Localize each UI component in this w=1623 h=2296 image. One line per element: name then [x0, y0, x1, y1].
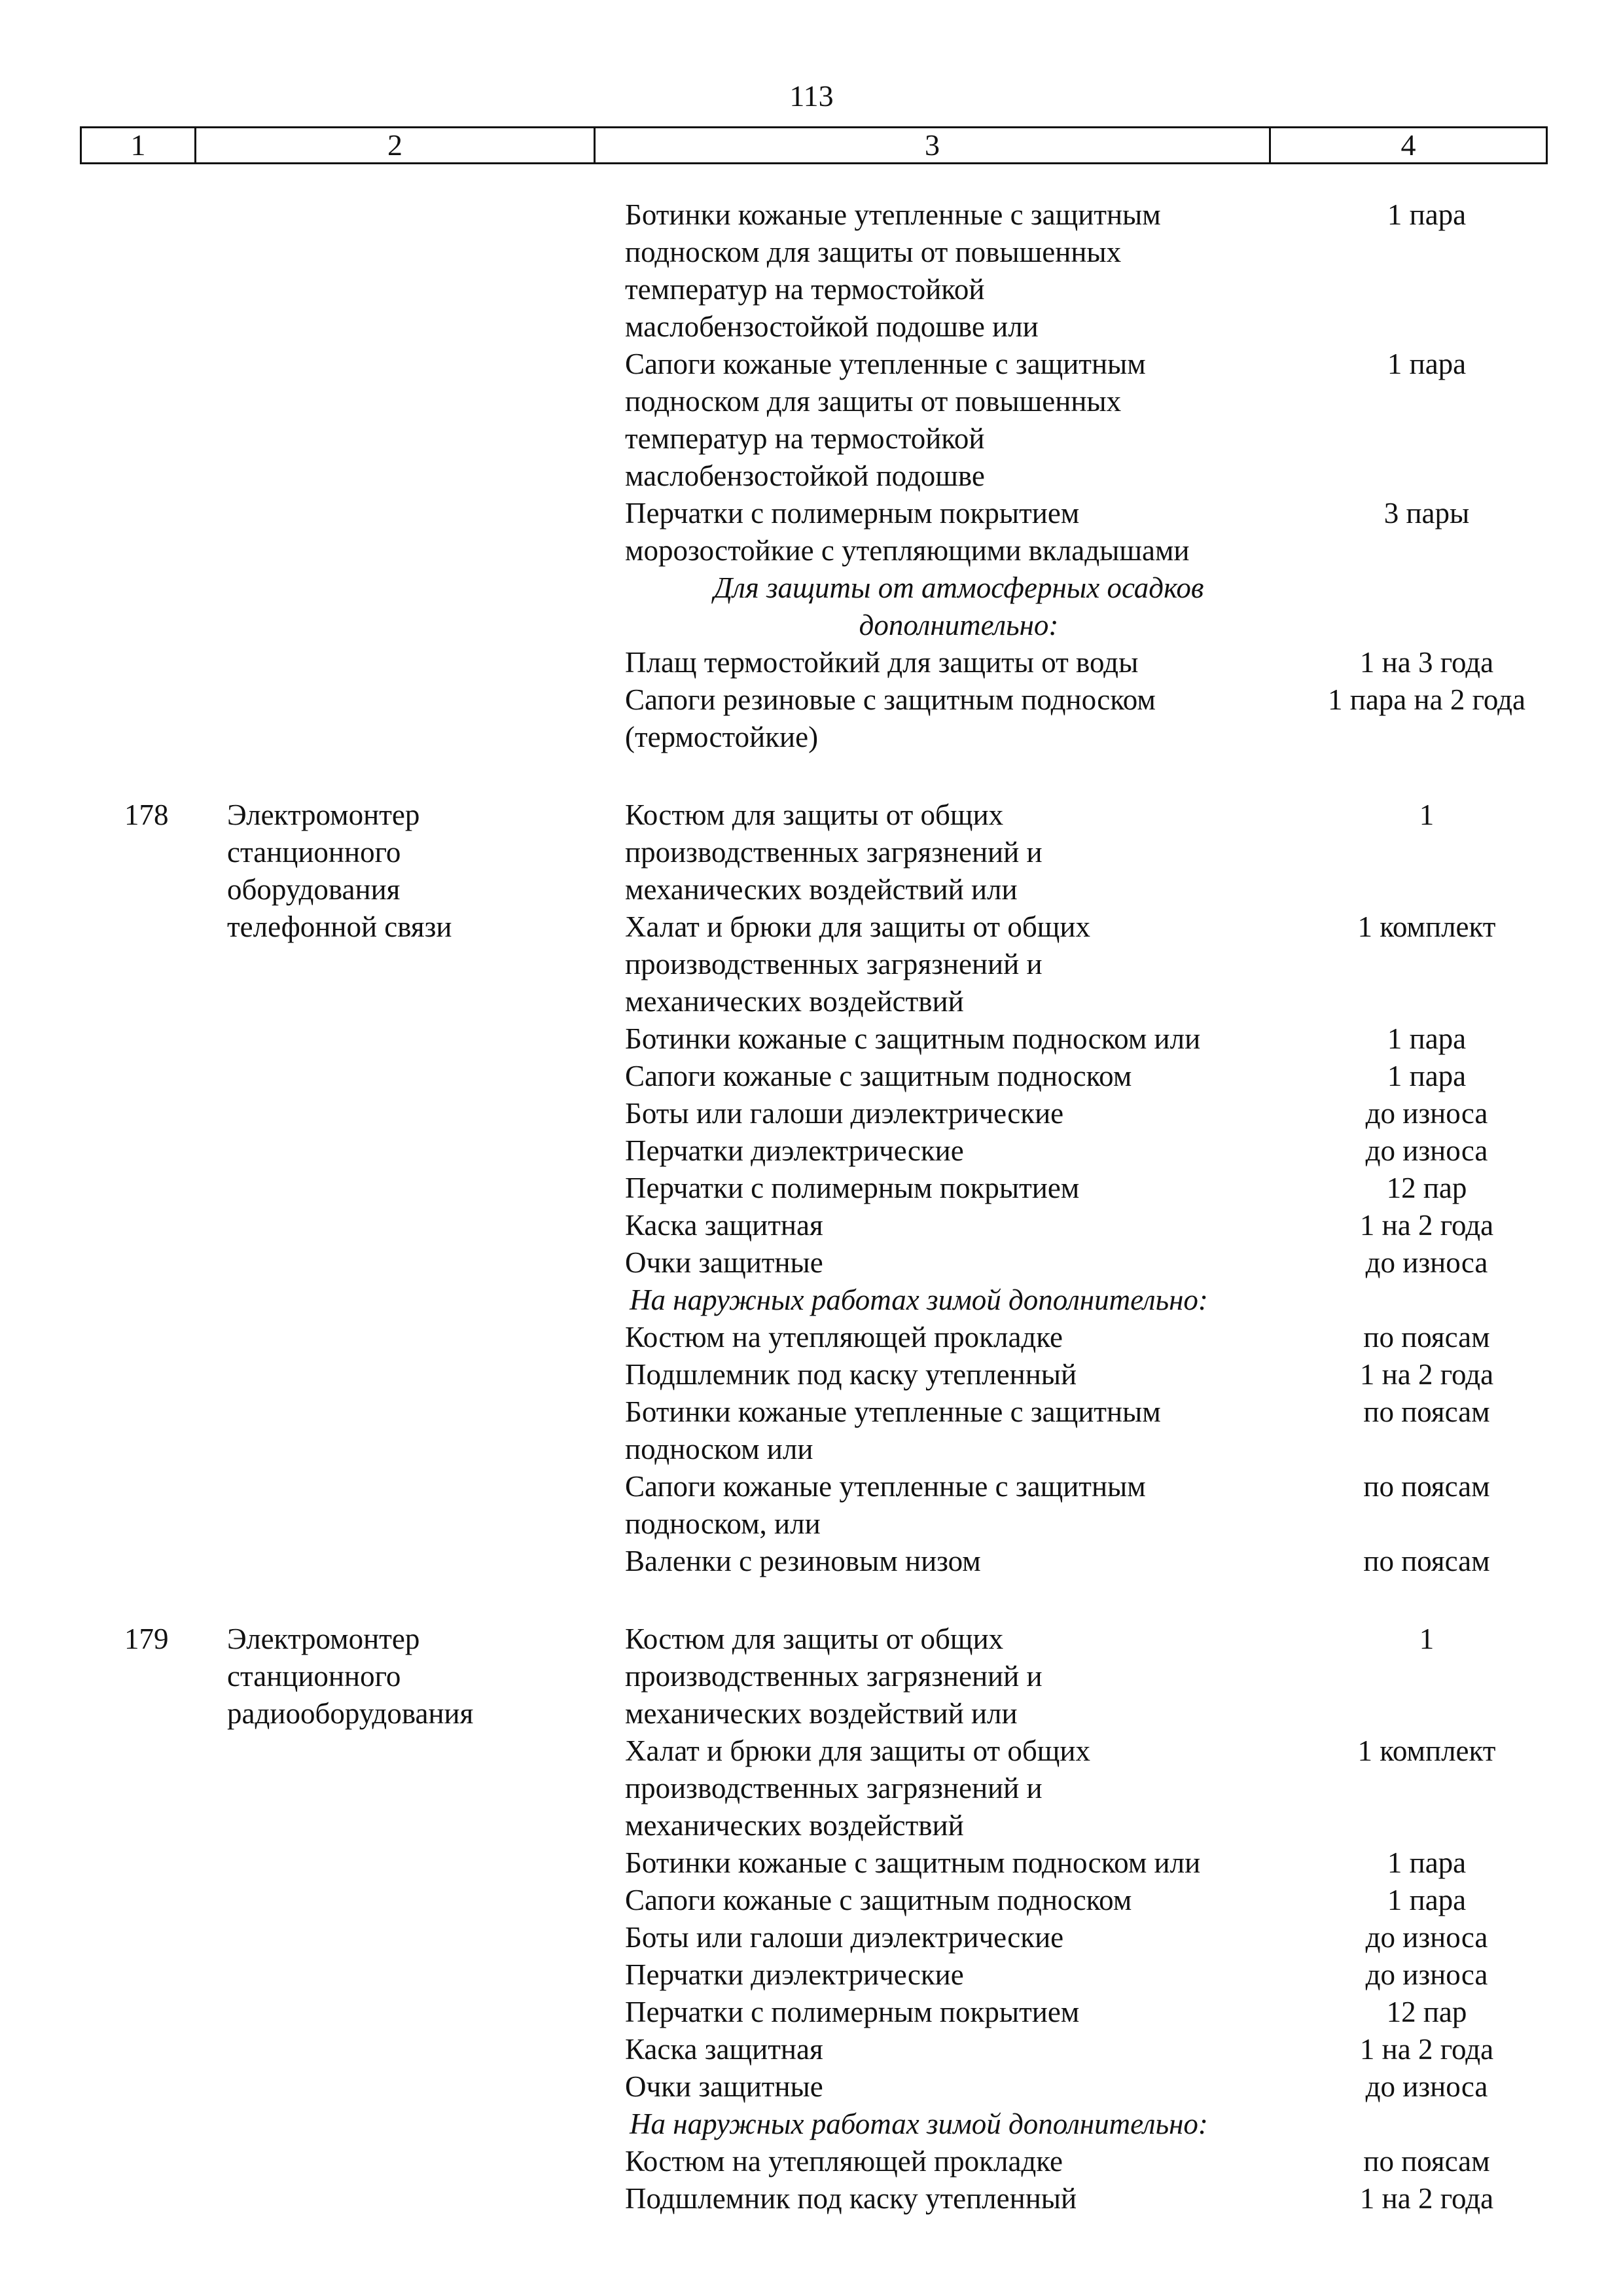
quantity: по поясам — [1363, 2145, 1490, 2178]
ppe-item-line: механических воздействий или — [625, 873, 1018, 906]
entry-number: 179 — [124, 1623, 169, 1655]
ppe-item-line: Боты или галоши диэлектрические — [625, 1921, 1064, 1954]
ppe-item-line: Костюм для защиты от общих — [625, 798, 1004, 831]
ppe-item-line: Сапоги резиновые с защитным подноском — [625, 683, 1156, 716]
quantity: 1 на 2 года — [1359, 2182, 1494, 2215]
page-number: 113 — [789, 79, 834, 113]
ppe-item-line: Очки защитные — [625, 2070, 823, 2103]
quantity: 1 пара — [1387, 1846, 1467, 1879]
quantity: до износа — [1365, 2070, 1488, 2103]
ppe-item-line: производственных загрязнений и — [625, 948, 1043, 980]
quantity: 1 на 2 года — [1359, 1209, 1494, 1242]
quantity: 1 пара — [1387, 198, 1467, 231]
column-header-1: 1 — [82, 128, 196, 162]
ppe-item-line: Перчатки диэлектрические — [625, 1958, 964, 1991]
ppe-item-line: Боты или галоши диэлектрические — [625, 1097, 1064, 1130]
entry-number: 178 — [124, 798, 169, 831]
ppe-item-line: Ботинки кожаные утепленные с защитным — [625, 1395, 1161, 1428]
ppe-item-line: производственных загрязнений и — [625, 1772, 1043, 1804]
quantity: 1 на 2 года — [1359, 1358, 1494, 1391]
column-header-row — [80, 126, 1548, 164]
quantity: 1 пара — [1387, 348, 1467, 380]
ppe-item-line: Халат и брюки для защиты от общих — [625, 910, 1090, 943]
profession-line: оборудования — [227, 873, 401, 906]
profession-line: телефонной связи — [227, 910, 452, 943]
quantity: по поясам — [1363, 1545, 1490, 1577]
quantity: 12 пар — [1386, 1172, 1467, 1204]
section-note: На наружных работах зимой дополнительно: — [630, 1283, 1208, 1316]
quantity: 1 пара — [1387, 1022, 1467, 1055]
quantity: по поясам — [1363, 1470, 1490, 1503]
column-header-3: 3 — [596, 128, 1271, 162]
profession-line: радиооборудования — [227, 1697, 474, 1730]
ppe-item-line: температур на термостойкой — [625, 273, 985, 306]
ppe-item-line: Сапоги кожаные с защитным подноском — [625, 1884, 1132, 1916]
ppe-item-line: Халат и брюки для защиты от общих — [625, 1734, 1090, 1767]
ppe-item-line: Перчатки с полимерным покрытием — [625, 1172, 1080, 1204]
quantity: 1 пара — [1387, 1060, 1467, 1092]
ppe-item-line: Сапоги кожаные утепленные с защитным — [625, 1470, 1146, 1503]
profession-line: Электромонтер — [227, 1623, 420, 1655]
quantity: 1 на 2 года — [1359, 2033, 1494, 2066]
profession-line: станционного — [227, 1660, 401, 1693]
ppe-item-line: Костюм на утепляющей прокладке — [625, 2145, 1063, 2178]
ppe-item-line: Валенки с резиновым низом — [625, 1545, 981, 1577]
ppe-item-line: Очки защитные — [625, 1246, 823, 1279]
section-note: дополнительно: — [859, 609, 1059, 641]
ppe-item-line: (термостойкие) — [625, 721, 819, 753]
ppe-item-line: Костюм для защиты от общих — [625, 1623, 1004, 1655]
ppe-item-line: маслобензостойкой подошве — [625, 459, 985, 492]
ppe-item-line: морозостойкие с утепляющими вкладышами — [625, 534, 1190, 567]
ppe-item-line: подноском для защиты от повышенных — [625, 236, 1122, 268]
ppe-item-line: маслобензостойкой подошве или — [625, 310, 1039, 343]
ppe-item-line: Каска защитная — [625, 2033, 823, 2066]
quantity: 1 пара на 2 года — [1328, 683, 1525, 716]
quantity: по поясам — [1363, 1321, 1490, 1354]
section-note: Для защиты от атмосферных осадков — [713, 571, 1204, 604]
ppe-item-line: Ботинки кожаные с защитным подноском или — [625, 1846, 1201, 1879]
quantity: до износа — [1365, 1134, 1488, 1167]
ppe-item-line: Ботинки кожаные утепленные с защитным — [625, 198, 1161, 231]
ppe-item-line: Плащ термостойкий для защиты от воды — [625, 646, 1139, 679]
ppe-item-line: механических воздействий — [625, 1809, 964, 1842]
ppe-item-line: Подшлемник под каску утепленный — [625, 1358, 1077, 1391]
ppe-item-line: Перчатки с полимерным покрытием — [625, 497, 1080, 529]
quantity: 3 пары — [1383, 497, 1470, 529]
quantity: до износа — [1365, 1958, 1488, 1991]
ppe-item-line: Подшлемник под каску утепленный — [625, 2182, 1077, 2215]
ppe-item-line: производственных загрязнений и — [625, 836, 1043, 869]
ppe-item-line: Перчатки диэлектрические — [625, 1134, 964, 1167]
ppe-item-line: Каска защитная — [625, 1209, 823, 1242]
quantity: 1 на 3 года — [1359, 646, 1494, 679]
quantity: до износа — [1365, 1246, 1488, 1279]
ppe-item-line: подноском, или — [625, 1507, 821, 1540]
ppe-item-line: производственных загрязнений и — [625, 1660, 1043, 1693]
quantity: до износа — [1365, 1921, 1488, 1954]
quantity: 12 пар — [1386, 1996, 1467, 2028]
quantity: 1 комплект — [1357, 1734, 1496, 1767]
ppe-item-line: подноском для защиты от повышенных — [625, 385, 1122, 418]
ppe-item-line: Ботинки кожаные с защитным подноском или — [625, 1022, 1201, 1055]
ppe-item-line: подноском или — [625, 1433, 813, 1465]
quantity: 1 — [1419, 1623, 1435, 1655]
quantity: 1 комплект — [1357, 910, 1496, 943]
quantity: 1 — [1419, 798, 1435, 831]
ppe-item-line: механических воздействий — [625, 985, 964, 1018]
ppe-item-line: механических воздействий или — [625, 1697, 1018, 1730]
ppe-item-line: Перчатки с полимерным покрытием — [625, 1996, 1080, 2028]
quantity: до износа — [1365, 1097, 1488, 1130]
column-header-4: 4 — [1400, 128, 1416, 162]
profession-line: Электромонтер — [227, 798, 420, 831]
column-header-2: 2 — [196, 128, 596, 162]
section-note: На наружных работах зимой дополнительно: — [630, 2108, 1208, 2140]
quantity: 1 пара — [1387, 1884, 1467, 1916]
ppe-item-line: Костюм на утепляющей прокладке — [625, 1321, 1063, 1354]
quantity: по поясам — [1363, 1395, 1490, 1428]
ppe-item-line: Сапоги кожаные утепленные с защитным — [625, 348, 1146, 380]
ppe-item-line: Сапоги кожаные с защитным подноском — [625, 1060, 1132, 1092]
ppe-item-line: температур на термостойкой — [625, 422, 985, 455]
profession-line: станционного — [227, 836, 401, 869]
